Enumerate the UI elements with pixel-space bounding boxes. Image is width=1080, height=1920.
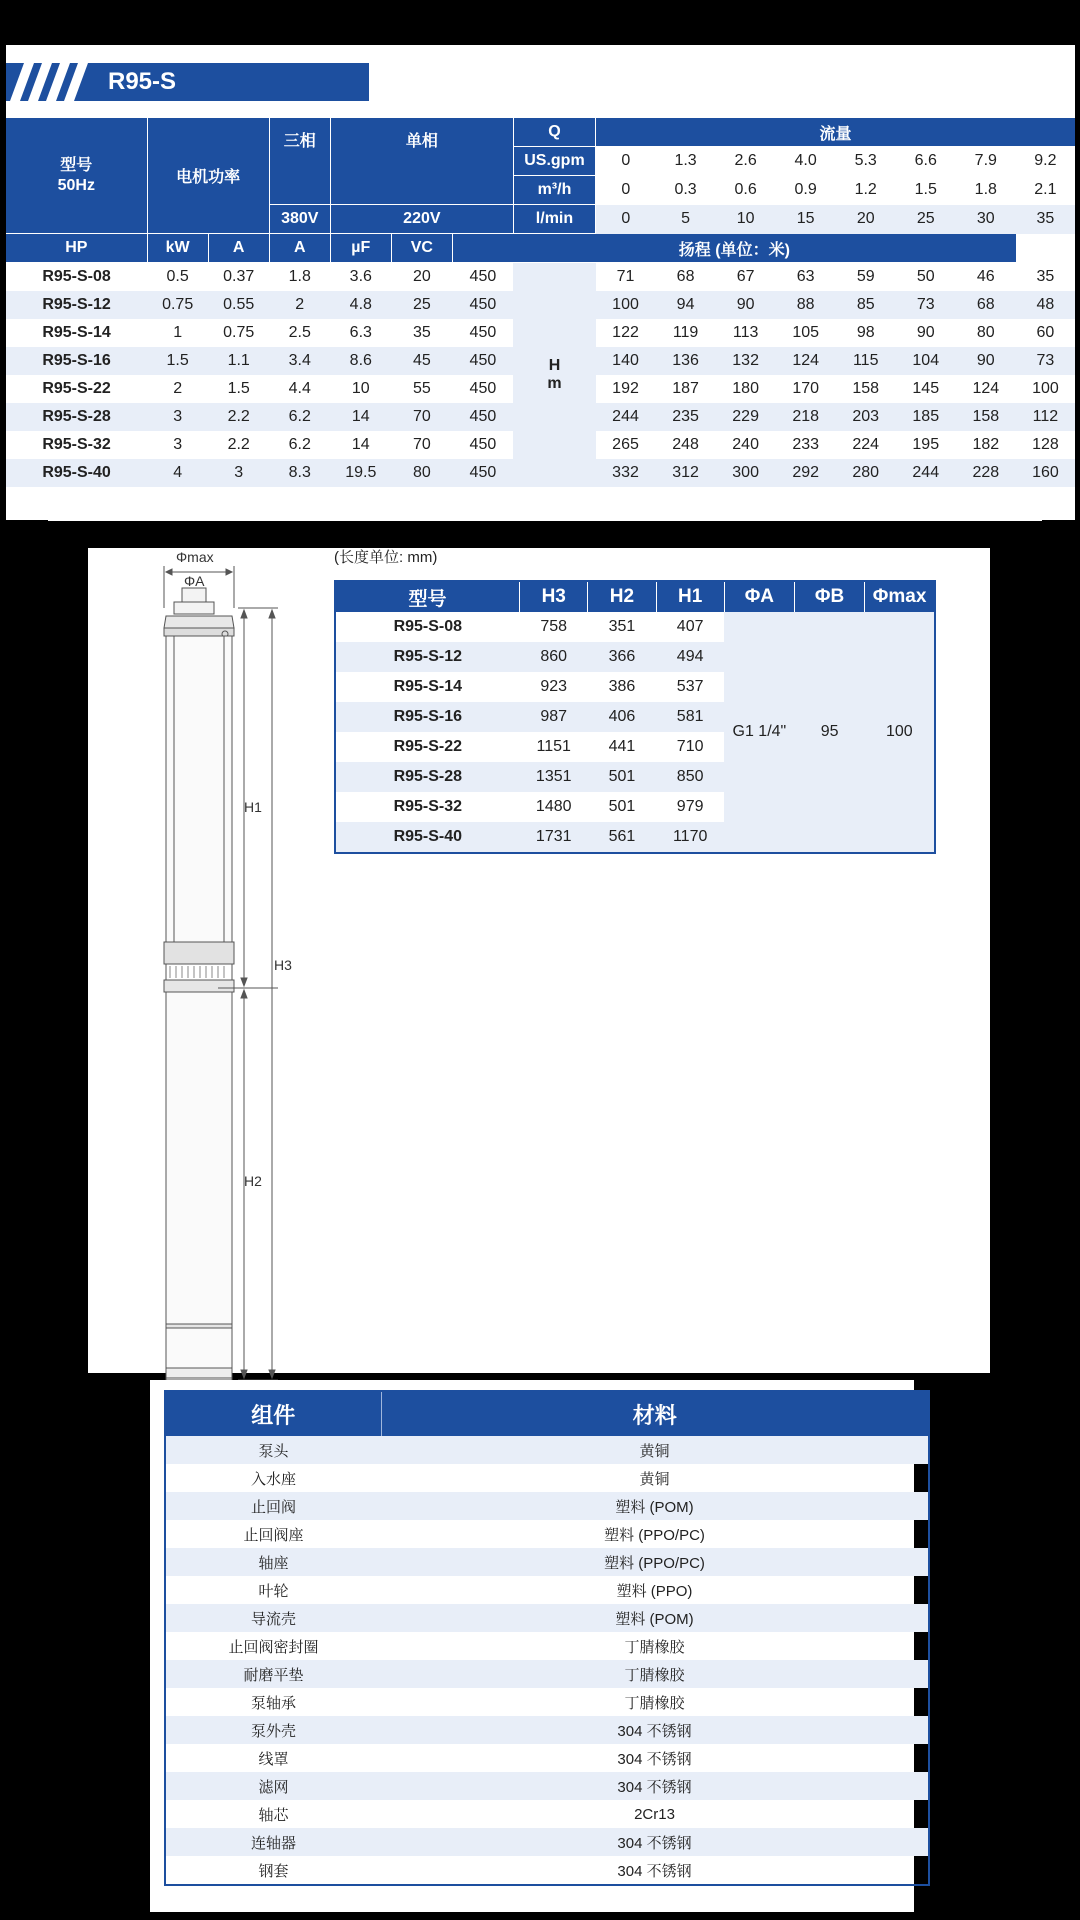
dim-model-cell: R95-S-08 [393,618,463,635]
head-value-cell: 187 [656,375,716,403]
dim-header-phib: ΦB [794,581,864,612]
part-cell: 泵轴承 [250,1694,296,1712]
vc-cell: 450 [452,291,513,319]
table-row [165,1688,929,1716]
model-cell: R95-S-08 [6,263,147,292]
col-a-single: A [269,234,330,263]
performance-table [6,118,1075,487]
dim-header-h3: H3 [520,581,588,612]
label-h2: H2 [244,1173,262,1189]
flow-usgpm: 1.3 [656,147,716,176]
capacitor-cell: 45 [391,347,452,375]
current-three-phase-cell: 1.8 [269,263,330,292]
part-cell: 连轴器 [165,1828,381,1856]
dim-header-h2: H2 [588,581,656,612]
dim-h3-cell: 1351 [520,762,588,792]
current-single-phase-cell: 19.5 [330,459,391,487]
head-value-cell: 100 [1016,375,1075,403]
vc-cell: 450 [452,403,513,431]
dim-model-cell: R95-S-14 [393,678,463,695]
current-three-phase-cell: 6.2 [269,431,330,459]
head-value-cell: 98 [836,319,896,347]
kw-cell: 0.37 [208,263,269,292]
table-row [165,1576,929,1604]
flow-m3h: 0.6 [716,176,776,205]
hp-cell: 3 [147,403,208,431]
capacitor-cell: 70 [391,431,452,459]
dim-h1-cell: 850 [656,762,724,792]
table-row [165,1604,929,1632]
head-value-cell: 224 [836,431,896,459]
vc-cell: 450 [452,459,513,487]
head-value-cell: 229 [716,403,776,431]
part-cell: 钢套 [258,1862,289,1880]
part-cell: 轴座 [165,1548,381,1576]
kw-cell: 1.5 [208,375,269,403]
hp-cell: 1 [147,319,208,347]
dim-h3-cell: 1151 [536,738,571,755]
material-cell: 黄铜 [381,1436,929,1464]
dim-h1-cell: 1170 [656,822,724,853]
flow-lmin: 35 [1016,205,1075,234]
part-cell: 轴芯 [258,1806,289,1824]
table-row [165,1632,929,1660]
head-value-cell: 85 [836,291,896,319]
head-value-cell: 90 [956,347,1016,375]
flow-m3h: 1.5 [896,176,956,205]
material-cell: 塑料 (POM) [381,1492,929,1520]
dim-h3-cell: 860 [520,642,588,672]
flow-usgpm: 0 [596,147,656,176]
head-value-cell: 60 [1016,319,1075,347]
part-cell: 导流壳 [165,1604,381,1632]
head-value-cell: 94 [656,291,716,319]
head-value-cell: 300 [716,459,776,487]
dim-h1-cell: 710 [676,738,704,755]
head-value-cell: 105 [776,319,836,347]
hp-cell: 3 [147,431,208,459]
head-value-cell: 145 [896,375,956,403]
head-value-cell: 88 [776,291,836,319]
head-value-cell: 182 [956,431,1016,459]
kw-cell: 3 [208,459,269,487]
flow-m3h: 0.9 [776,176,836,205]
dimensions-panel [88,548,990,1373]
head-value-cell: 119 [656,319,716,347]
head-value-cell: 73 [896,291,956,319]
head-value-cell: 100 [596,291,656,319]
dim-h2-cell: 501 [608,798,636,815]
table-row [165,1772,929,1800]
model-cell: R95-S-16 [6,347,147,375]
head-value-cell: 67 [716,263,776,292]
table-row [165,1520,929,1548]
capacitor-cell: 70 [391,403,452,431]
capacitor-cell: 25 [391,291,452,319]
header-flow: 流量 [596,118,1076,147]
dim-model-cell: R95-S-32 [393,798,463,815]
head-value-cell: 233 [776,431,836,459]
vc-cell: 450 [452,375,513,403]
hp-cell: 0.75 [147,291,208,319]
head-value-cell: 180 [716,375,776,403]
flow-lmin: 0 [596,205,656,234]
dim-h1-cell: 979 [676,798,704,815]
divider [48,519,1042,521]
dim-header-model: 型号 [335,581,520,612]
hp-cell: 0.5 [147,263,208,292]
part-cell: 入水座 [250,1470,296,1488]
unit-lmin: l/min [513,205,595,234]
head-value-cell: 104 [896,347,956,375]
voltage-380: 380V [269,205,330,234]
head-value-cell: 90 [896,319,956,347]
capacitor-cell: 20 [391,263,452,292]
flow-m3h: 0.3 [656,176,716,205]
dim-h3-cell: 923 [540,678,568,695]
table-row [6,263,1075,292]
dim-h2-cell: 386 [608,678,636,695]
head-value-cell: 90 [716,291,776,319]
table-row [165,1436,929,1464]
vc-cell: 450 [452,319,513,347]
kw-cell: 2.2 [208,431,269,459]
model-cell: R95-S-40 [6,459,147,487]
material-cell: 塑料 (PPO/PC) [604,1526,705,1544]
dim-header-h1: H1 [656,581,724,612]
dim-phia-cell: G1 1/4" [724,612,794,853]
part-cell: 叶轮 [258,1582,289,1600]
col-uf: µF [330,234,391,263]
table-row [165,1828,929,1856]
table-row [165,1716,929,1744]
dim-phib-cell: 95 [794,612,864,853]
dim-model-cell: R95-S-12 [335,642,520,672]
flow-usgpm: 7.9 [956,147,1016,176]
head-value-cell: 48 [1016,291,1075,319]
hp-cell: 4 [147,459,208,487]
vc-cell: 450 [452,431,513,459]
kw-cell: 0.75 [208,319,269,347]
head-value-cell: 280 [836,459,896,487]
part-cell: 止回阀 [165,1492,381,1520]
material-cell: 304 不锈钢 [381,1828,929,1856]
mat-header-material: 材料 [381,1391,929,1436]
hp-cell: 2 [147,375,208,403]
materials-panel [150,1380,914,1912]
head-value-cell: 124 [776,347,836,375]
part-cell: 止回阀座 [243,1526,304,1544]
capacitor-cell: 80 [391,459,452,487]
current-three-phase-cell: 6.2 [269,403,330,431]
head-value-cell: 73 [1016,347,1075,375]
head-value-cell: 80 [956,319,1016,347]
model-banner [6,63,369,101]
dim-h1-cell: 407 [676,618,704,635]
part-cell: 止回阀密封圈 [228,1638,319,1656]
kw-cell: 1.1 [208,347,269,375]
head-value-cell: 185 [896,403,956,431]
head-value-cell: 158 [956,403,1016,431]
current-three-phase-cell: 2.5 [269,319,330,347]
head-value-cell: 71 [596,263,656,292]
head-value-cell: 265 [596,431,656,459]
current-single-phase-cell: 14 [330,431,391,459]
banner-title: R95-S [108,68,177,95]
material-cell: 304 不锈钢 [617,1750,692,1768]
head-value-cell: 115 [836,347,896,375]
material-cell: 塑料 (PPO) [616,1582,693,1600]
head-value-cell: 112 [1016,403,1075,431]
head-value-cell: 132 [716,347,776,375]
head-value-cell: 218 [776,403,836,431]
mat-header-part: 组件 [165,1391,381,1436]
model-cell: R95-S-32 [6,431,147,459]
flow-lmin: 15 [776,205,836,234]
capacitor-cell: 35 [391,319,452,347]
head-value-cell: 122 [596,319,656,347]
head-value-cell: 195 [896,431,956,459]
table-row [165,1744,929,1772]
dim-model-cell: R95-S-28 [335,762,520,792]
head-value-cell: 170 [776,375,836,403]
dim-h3-cell: 1480 [535,798,572,815]
flow-lmin: 30 [956,205,1016,234]
head-value-cell: 46 [956,263,1016,292]
material-cell: 丁腈橡胶 [381,1660,929,1688]
header-head: 扬程 (单位：米) [452,234,1015,263]
head-value-cell: 124 [956,375,1016,403]
flow-usgpm: 4.0 [776,147,836,176]
head-value-cell: 292 [776,459,836,487]
part-cell: 泵外壳 [165,1716,381,1744]
unit-usgpm: US.gpm [513,147,595,176]
dim-h3-cell: 1731 [520,822,588,853]
dim-h2-cell: 441 [608,738,636,755]
head-value-cell: 160 [1016,459,1075,487]
dim-h2-cell: 406 [588,702,656,732]
head-value-cell: 140 [596,347,656,375]
col-vc: VC [391,234,452,263]
material-cell: 丁腈橡胶 [624,1638,685,1656]
kw-cell: 2.2 [208,403,269,431]
flow-m3h: 1.2 [836,176,896,205]
header-model: 型号 50Hz [6,118,147,234]
head-value-cell: 113 [716,319,776,347]
current-three-phase-cell: 8.3 [269,459,330,487]
unit-m3h: m³/h [513,176,595,205]
flow-lmin: 25 [896,205,956,234]
head-value-cell: 59 [836,263,896,292]
current-single-phase-cell: 8.6 [330,347,391,375]
part-cell: 泵头 [165,1436,381,1464]
head-value-cell: 68 [656,263,716,292]
part-cell: 线罩 [258,1750,289,1768]
dim-h3-cell: 758 [540,618,568,635]
head-value-cell: 68 [956,291,1016,319]
col-hp: HP [6,234,147,263]
dim-h2-cell: 501 [588,762,656,792]
header-motor-power: 电机功率 [147,118,269,234]
label-phimax: Φmax [176,549,214,565]
dim-header-phia: ΦA [724,581,794,612]
flow-usgpm: 9.2 [1016,147,1075,176]
head-value-cell: 35 [1016,263,1075,292]
table-row [165,1800,929,1828]
flow-usgpm: 6.6 [896,147,956,176]
dim-model-cell: R95-S-40 [335,822,520,853]
head-value-cell: 128 [1016,431,1075,459]
head-value-cell: 136 [656,347,716,375]
material-cell: 304 不锈钢 [381,1772,929,1800]
model-cell: R95-S-28 [6,403,147,431]
dim-h2-cell: 351 [608,618,636,635]
hp-cell: 1.5 [147,347,208,375]
dim-phimax-cell: 100 [865,612,935,853]
current-three-phase-cell: 4.4 [269,375,330,403]
current-single-phase-cell: 3.6 [330,263,391,292]
head-value-cell: 248 [656,431,716,459]
flow-usgpm: 5.3 [836,147,896,176]
head-unit-m: m [547,375,562,392]
head-value-cell: 192 [596,375,656,403]
material-cell: 塑料 (PPO/PC) [381,1548,929,1576]
flow-m3h: 1.8 [956,176,1016,205]
head-value-cell: 158 [836,375,896,403]
head-value-cell: 63 [776,263,836,292]
current-three-phase-cell: 3.4 [269,347,330,375]
header-three-phase: 三相 [269,118,330,205]
flow-lmin: 20 [836,205,896,234]
head-unit-h: H [548,357,561,374]
dim-h2-cell: 366 [588,642,656,672]
flow-lmin: 5 [656,205,716,234]
material-cell: 丁腈橡胶 [624,1694,685,1712]
part-cell: 耐磨平垫 [165,1660,381,1688]
table-row [165,1660,929,1688]
head-value-cell: 244 [596,403,656,431]
flow-m3h: 2.1 [1016,176,1075,205]
materials-table [164,1390,930,1886]
pump-drawing [88,548,328,1373]
col-kw: kW [147,234,208,263]
performance-panel [6,45,1075,520]
kw-cell: 0.55 [208,291,269,319]
material-cell: 2Cr13 [634,1805,675,1823]
dim-model-cell: R95-S-16 [335,702,520,732]
head-unit-cell [513,263,595,488]
label-phia: ΦA [184,573,205,589]
length-unit-note: (长度单位: mm) [334,549,438,566]
head-value-cell: 244 [896,459,956,487]
voltage-220: 220V [330,205,513,234]
table-row [165,1492,929,1520]
current-three-phase-cell: 2 [269,291,330,319]
head-value-cell: 203 [836,403,896,431]
model-cell: R95-S-14 [6,319,147,347]
head-value-cell: 235 [656,403,716,431]
vc-cell: 450 [452,263,513,292]
model-cell: R95-S-22 [6,375,147,403]
material-cell: 塑料 (POM) [381,1604,929,1632]
flow-m3h: 0 [596,176,656,205]
capacitor-cell: 55 [391,375,452,403]
table-row [335,612,935,642]
model-cell: R95-S-12 [6,291,147,319]
material-cell: 304 不锈钢 [381,1716,929,1744]
table-row [165,1548,929,1576]
dim-h1-cell: 581 [656,702,724,732]
part-cell: 滤网 [165,1772,381,1800]
flow-usgpm: 2.6 [716,147,776,176]
stripes-decoration [10,63,90,101]
material-cell: 304 不锈钢 [617,1862,692,1880]
head-value-cell: 228 [956,459,1016,487]
table-row [165,1464,929,1492]
head-value-cell: 50 [896,263,956,292]
dim-h1-cell: 537 [676,678,704,695]
header-q: Q [513,118,595,147]
dim-model-cell: R95-S-22 [393,738,463,755]
header-single-phase: 单相 [330,118,513,205]
dim-h3-cell: 987 [520,702,588,732]
head-value-cell: 240 [716,431,776,459]
current-single-phase-cell: 14 [330,403,391,431]
table-row [165,1856,929,1885]
head-value-cell: 332 [596,459,656,487]
current-single-phase-cell: 6.3 [330,319,391,347]
label-h3: H3 [274,957,292,973]
vc-cell: 450 [452,347,513,375]
material-cell: 黄铜 [639,1470,670,1488]
dimensions-table [334,580,936,854]
label-h1: H1 [244,799,262,815]
head-value-cell: 312 [656,459,716,487]
current-single-phase-cell: 10 [330,375,391,403]
dim-header-phimax: Φmax [865,581,935,612]
dim-h2-cell: 561 [588,822,656,853]
col-a-three: A [208,234,269,263]
current-single-phase-cell: 4.8 [330,291,391,319]
flow-lmin: 10 [716,205,776,234]
dim-h1-cell: 494 [656,642,724,672]
